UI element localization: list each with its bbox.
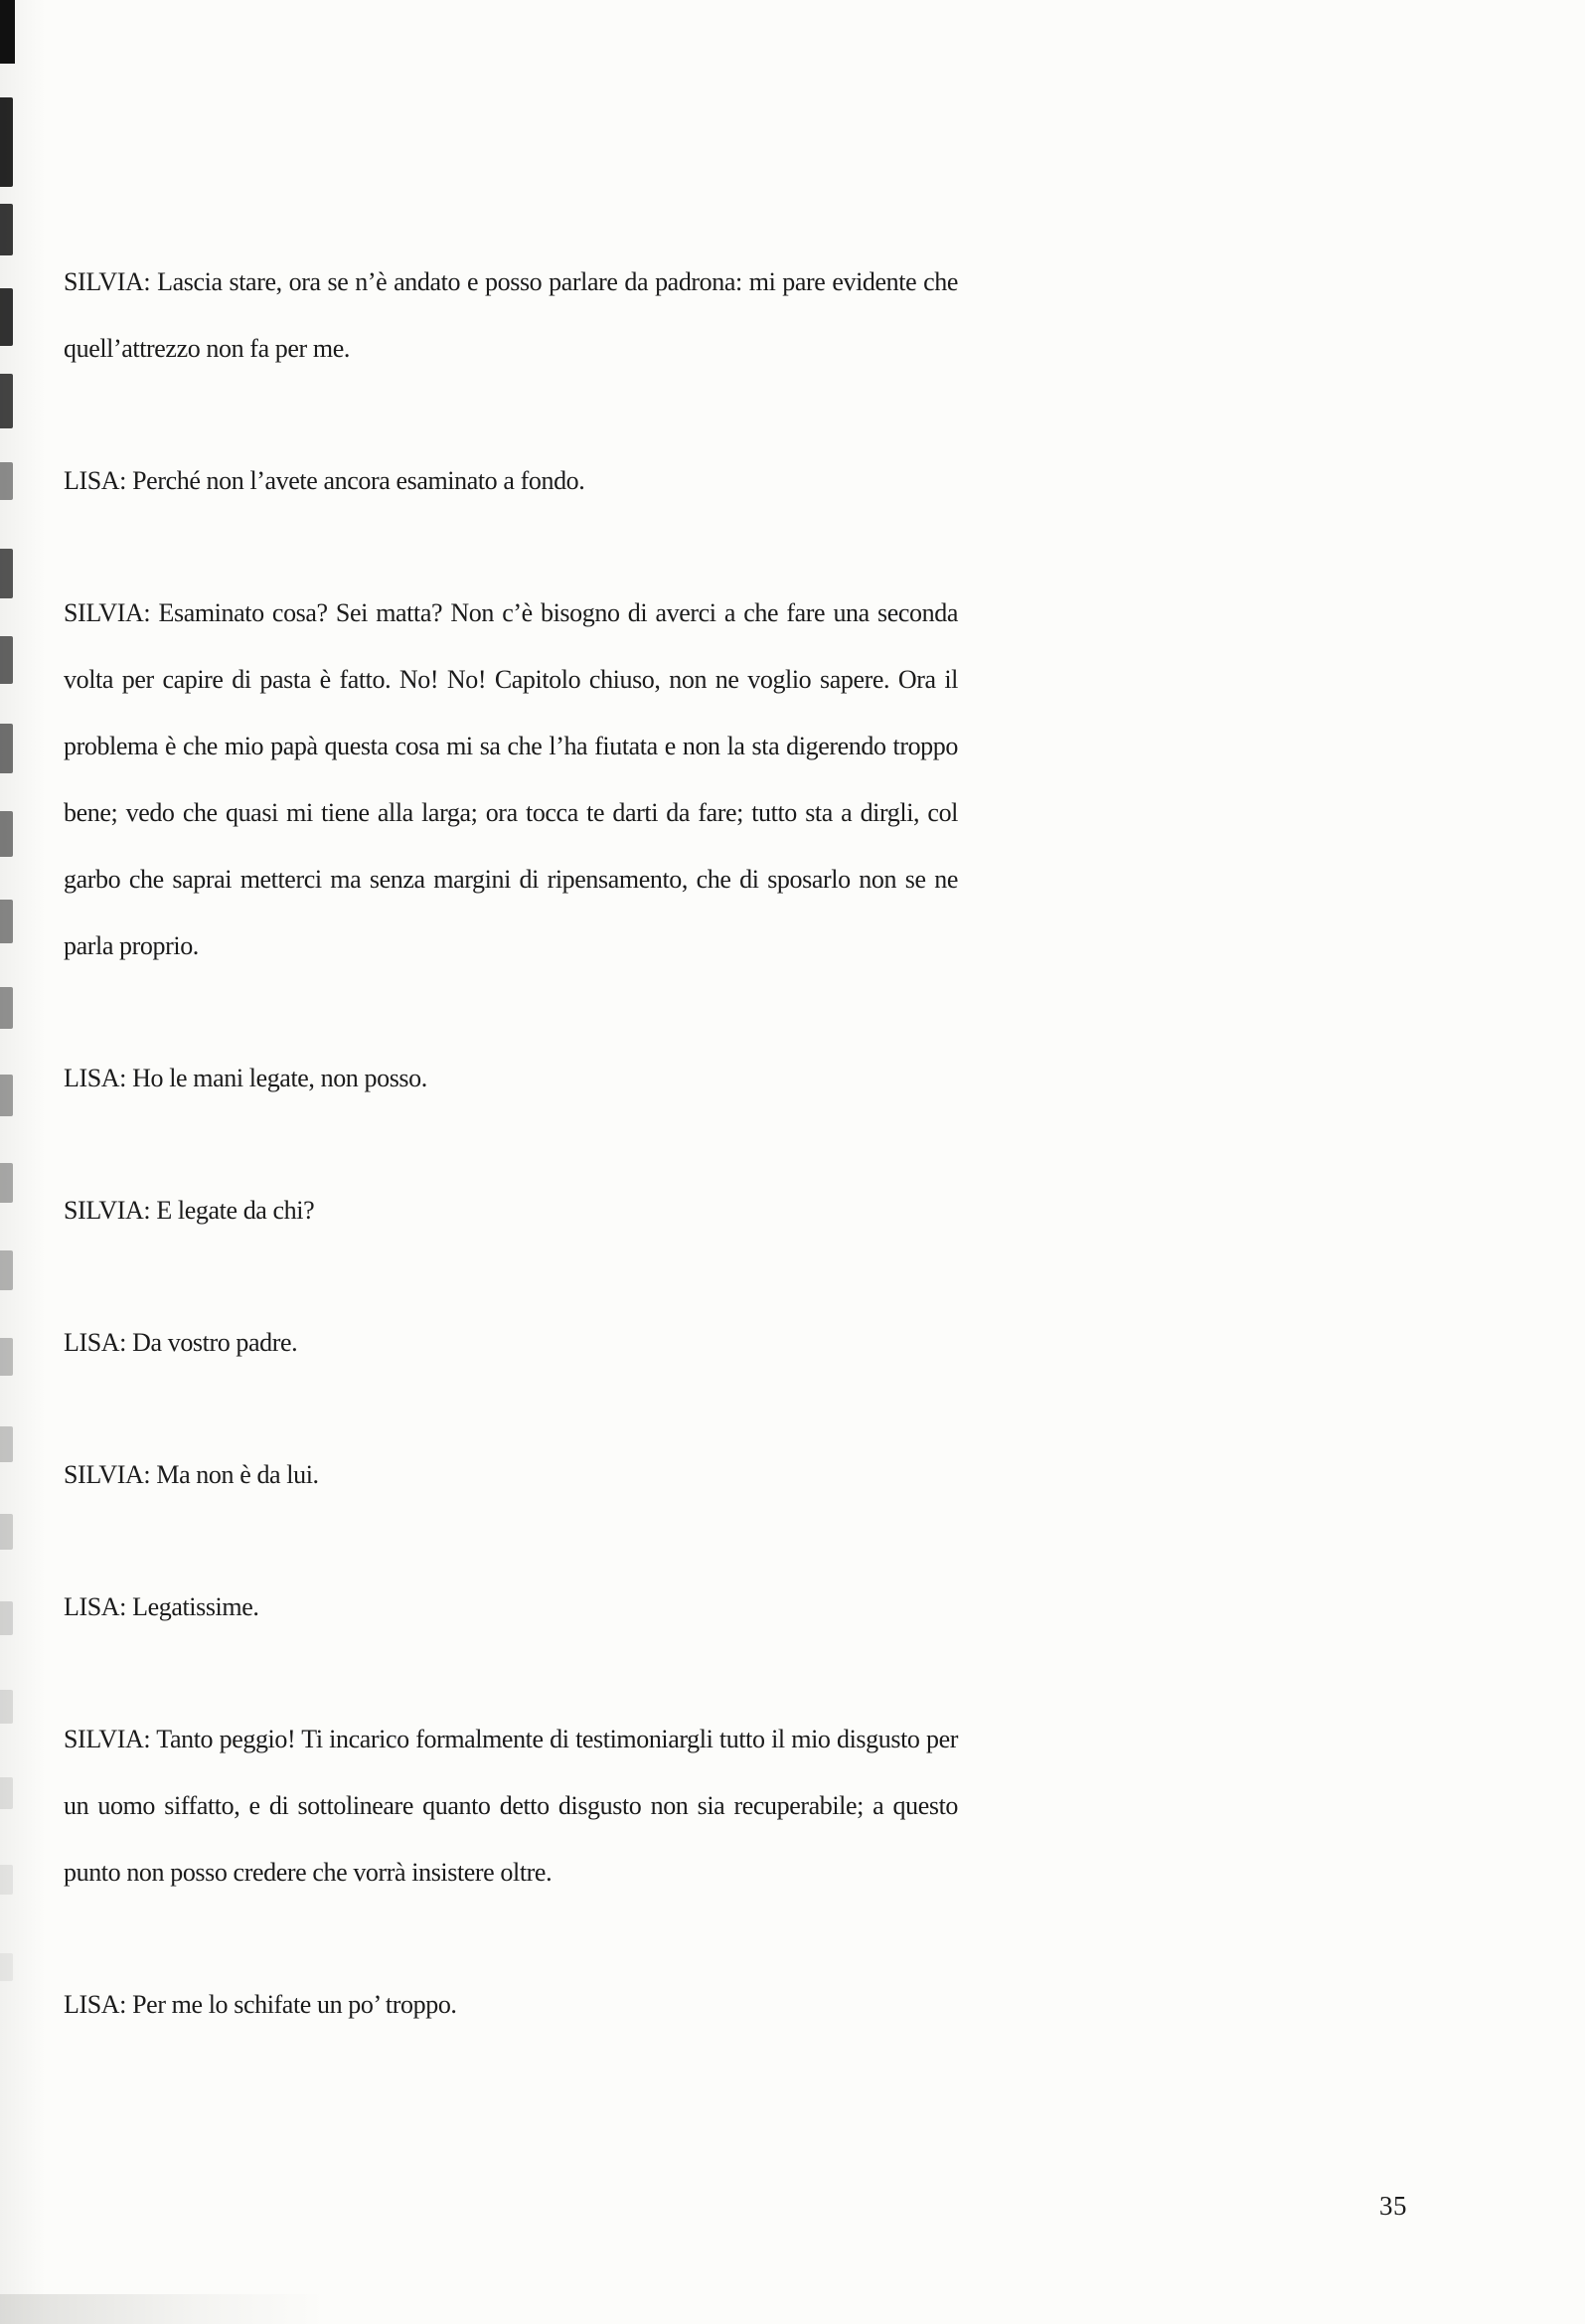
binding-mark: [0, 987, 13, 1029]
binding-mark: [0, 204, 13, 255]
speaker-name: SILVIA:: [64, 267, 151, 296]
dialogue-line: SILVIA: E legate da chi?: [64, 1196, 315, 1225]
binding-mark: [0, 1601, 13, 1635]
binding-mark: [0, 1163, 13, 1203]
binding-mark: [0, 1075, 13, 1116]
binding-mark: [0, 1338, 13, 1376]
dialogue-line: LISA: Perché non l’avete ancora esaminato a fondo.: [64, 466, 585, 495]
binding-mark: [0, 374, 13, 428]
speaker-name: LISA:: [64, 1328, 127, 1357]
page-number: 35: [1379, 2191, 1407, 2221]
binding-mark: [0, 288, 13, 346]
binding-mark: [0, 549, 13, 598]
binding-mark: [0, 462, 13, 500]
dialogue-line: LISA: Ho le mani legate, non posso.: [64, 1064, 427, 1092]
binding-mark: [0, 636, 13, 684]
binding-mark: [0, 1777, 13, 1809]
dialogue-line: LISA: Legatissime.: [64, 1592, 259, 1621]
binding-mark: [0, 811, 13, 857]
dialogue-line: LISA: Da vostro padre.: [64, 1328, 298, 1357]
dialogue-line: LISA: Per me lo schifate un po’ troppo.: [64, 1990, 457, 2019]
speaker-name: SILVIA:: [64, 1725, 151, 1753]
speaker-name: SILVIA:: [64, 1460, 151, 1489]
speaker-name: LISA:: [64, 1592, 127, 1621]
dialogue-line: SILVIA: Ma non è da lui.: [64, 1460, 319, 1489]
dialogue-line: SILVIA: Esaminato cosa? Sei matta? Non c’è bisogno di averci a che fare una seconda volta per capire di pasta è fatto. No! No! Capitolo chiuso, non ne voglio sapere. Ora il problema è che mio papà questa cosa mi sa che l’ha fiutata e non la sta digerendo troppo bene; vedo che quasi mi tiene alla larga; ora tocca te darti da fare; tutto sta a dirgli, col garbo che saprai metterci ma senza margini di ripensamento, che di sposarlo non se ne parla proprio.: [64, 598, 958, 960]
speaker-name: LISA:: [64, 466, 127, 495]
binding-mark: [0, 1865, 13, 1895]
scan-smudge: [0, 2294, 328, 2324]
speaker-name: LISA:: [64, 1064, 127, 1092]
binding-mark: [0, 900, 13, 943]
speaker-name: SILVIA:: [64, 1196, 151, 1225]
binding-mark: [0, 724, 13, 773]
speaker-name: SILVIA:: [64, 598, 151, 627]
dialogue-text: [64, 249, 958, 2103]
binding-mark: [0, 0, 15, 64]
speaker-name: LISA:: [64, 1990, 127, 2019]
binding-mark: [0, 1953, 13, 1981]
dialogue-line: SILVIA: Lascia stare, ora se n’è andato e posso parlare da padrona: mi pare evidente che quell’attrezzo non fa per me.: [64, 267, 958, 363]
binding-mark: [0, 1426, 13, 1462]
binding-mark: [0, 97, 13, 187]
binding-mark: [0, 1514, 13, 1550]
binding-mark: [0, 1690, 13, 1724]
binding-mark: [0, 1250, 13, 1290]
dialogue-line: SILVIA: Tanto peggio! Ti incarico formalmente di testimoniargli tutto il mio disgusto per un uomo siffatto, e di sottolineare quanto detto disgusto non sia recuperabile; a questo punto non posso credere che vorrà insistere oltre.: [64, 1725, 958, 1887]
